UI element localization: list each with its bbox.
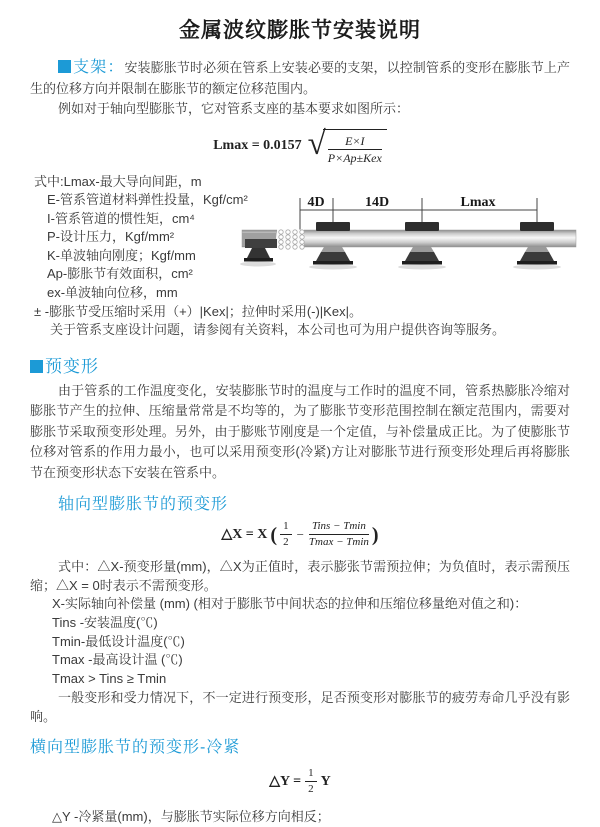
support-intro-text: 安装膨胀节时必须在管系上安装必要的支架，以控制管系的变形在膨胀节上产生的位移方向并限制在膨胀节的额定位移范围内。 bbox=[30, 60, 570, 96]
lateral-formula-lhs: △Y = bbox=[269, 774, 302, 790]
predeform-paragraph: 由于管系的工作温度变化，安装膨胀节时的温度与工作时的温度不同，管系热膨胀冷缩对膨胀节产生的拉伸、压缩量常常是不均等的，为了膨胀节变形范围控制在额定范围内，需要对膨胀节采取预变形处理。另外，由于膨账节刚度是一个定值，与补偿量成正比。为了使膨胀节位移对管系的作用力最小，也可以采用预变形(冷紧)方让对膨胀节进行预变形处理后再将膨胀节在预变形状态下安装在管系中。 bbox=[30, 382, 570, 480]
definition-item: I-管系管道的惯性矩，cm⁴ bbox=[47, 210, 195, 226]
left-paren: ( bbox=[270, 523, 278, 546]
lateral-formula bbox=[0, 767, 600, 796]
square-bullet-icon bbox=[30, 360, 43, 373]
plus-minus-note: ± -膨胀节受压缩时采用（+）|Kex|；拉伸时采用(-)|Kex|。 bbox=[34, 303, 362, 319]
axial-note-line: Tmax -最高设计温 (℃) bbox=[52, 652, 183, 668]
axial-note-line: 一般变形和受力情况下，不一定进行预变形，足否预变形对膨胀节的疲劳寿命几乎没有影响。 bbox=[30, 690, 570, 725]
support-intro-paragraph bbox=[30, 58, 570, 99]
axial-note-line: X-实际轴向补偿量 (mm) (相对于膨胀节中间状态的拉伸和压缩位移量绝对值之和)： bbox=[52, 596, 528, 612]
bellows bbox=[277, 230, 304, 250]
dim-label-4d: 4D bbox=[307, 195, 325, 210]
dim-label-14d: 14D bbox=[364, 195, 390, 210]
sqrt-sign-icon: √ bbox=[307, 125, 326, 162]
section-predeform-heading: 预变形 bbox=[30, 352, 570, 377]
lateral-predeform-heading: 横向型膨胀节的预变形-冷紧 bbox=[30, 739, 241, 757]
axial-note-line: Tmax > Tins ≥ Tmin bbox=[52, 670, 167, 686]
half-fraction: $\frac{1}{2}$ bbox=[280, 520, 292, 549]
consult-note: 关于管系支座设计问题，请参阅有关资料，本公司也可为用户提供咨询等服务。 bbox=[50, 322, 506, 338]
sqrt-radical bbox=[307, 125, 387, 165]
dim-label-lmax: Lmax bbox=[460, 195, 496, 210]
half-fraction: $\frac{1}{2}$ bbox=[305, 767, 317, 796]
axial-formula-lhs: △X = X bbox=[221, 527, 268, 543]
page-title: 金属波纹膨胀节安装说明 bbox=[179, 19, 421, 42]
definition-item: P-设计压力，Kgf/mm² bbox=[47, 229, 175, 245]
definition-item: ex-单波轴向位移，mm bbox=[47, 285, 178, 301]
axial-note-line: 式中：△X-预变形量(mm)，△X为正值时，表示膨张节需预拉伸；为负值时，表示需预压缩；△X = 0时表示不需预变形。 bbox=[30, 559, 570, 594]
definition-item: Ap-膨胀节有效面积，cm² bbox=[47, 266, 193, 282]
lmax-formula-fraction bbox=[328, 134, 382, 165]
support-requirement-diagram bbox=[0, 188, 600, 294]
support-example-text: 例如对于轴向型膨胀节，它对管系支座的基本要求如图所示： bbox=[58, 101, 410, 116]
lateral-note: △Y -冷紧量(mm)，与膨胀节实际位移方向相反； bbox=[52, 809, 330, 825]
axial-note-line: Tins -安装温度(℃) bbox=[52, 614, 158, 630]
square-bullet-icon bbox=[58, 60, 71, 73]
axial-predeform-heading: 轴向型膨胀节的预变形 bbox=[58, 496, 229, 514]
right-paren: ) bbox=[371, 523, 379, 546]
anchor-support bbox=[240, 233, 277, 267]
support-diagram-area bbox=[0, 188, 600, 294]
lateral-formula-rhs: Y bbox=[320, 773, 331, 789]
lmax-formula-denominator: P×Ap±Kex bbox=[327, 150, 382, 165]
minus-sign: − bbox=[296, 526, 304, 542]
section-support-heading: 支架： bbox=[73, 59, 125, 76]
axial-note-line: Tmin-最低设计温度(℃) bbox=[52, 633, 185, 649]
axial-formula bbox=[0, 520, 600, 549]
lmax-formula-numerator: E×I bbox=[328, 134, 382, 150]
definition-item: K-单波轴向刚度；Kgf/mm bbox=[47, 247, 196, 263]
temperature-fraction: $\frac{\text{Tins − Tmin}}{Tmax - Tmin}$ bbox=[308, 520, 369, 549]
lmax-formula-lhs: Lmax = 0.0157 bbox=[213, 138, 302, 153]
definition-item: E-管系管道材料弹性投量，Kgf/cm² bbox=[47, 192, 248, 208]
definition-item: 式中:Lmax-最大导向间距，m bbox=[34, 173, 202, 189]
lmax-formula bbox=[0, 125, 600, 165]
